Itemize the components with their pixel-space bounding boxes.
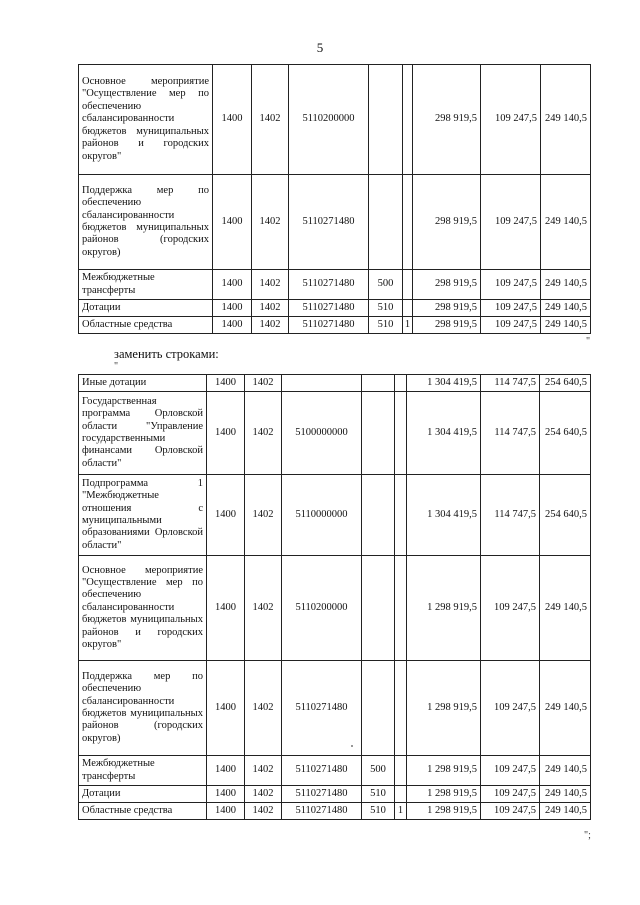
amount-year-3: 249 140,5 (541, 175, 591, 270)
amount-year-3: 249 140,5 (541, 65, 591, 175)
amount-year-2: 109 247,5 (481, 317, 541, 334)
section-code: 1400 (213, 175, 252, 270)
closing-quote-mark: " (586, 336, 591, 347)
table-row (79, 300, 591, 317)
target-article-code: 5110200000 (282, 556, 362, 661)
amount-year-1: 298 919,5 (413, 65, 481, 175)
expense-type-code: 510 (362, 786, 395, 803)
expense-type-code (362, 661, 395, 756)
table-row (79, 65, 591, 175)
section-code: 1400 (207, 392, 245, 475)
subsection-code: 1402 (245, 556, 282, 661)
subsection-code: 1402 (245, 756, 282, 786)
target-article-code: 5110271480 (289, 300, 369, 317)
row-name: Подпрограмма 1 "Межбюджетные отношения с муниципальными образованиями Орловской области" (79, 475, 207, 556)
amount-year-3: 249 140,5 (541, 270, 591, 300)
amount-year-2: 114 747,5 (481, 475, 540, 556)
target-article-code (282, 375, 362, 392)
expense-type-code (362, 556, 395, 661)
table-row (79, 803, 591, 820)
section-code: 1400 (213, 317, 252, 334)
row-name: Государственная программа Орловской области "Управление государственными финансами Орловской области" (79, 392, 207, 475)
amount-year-1: 298 919,5 (413, 175, 481, 270)
target-article-code: 5110271480 (282, 786, 362, 803)
row-name: Основное мероприятие "Осуществление мер по обеспечению сбалансированности бюджетов муниципальных районов и городских округов" (79, 65, 213, 175)
amount-year-1: 1 304 419,5 (407, 375, 481, 392)
amount-year-1: 298 919,5 (413, 317, 481, 334)
amount-year-3: 254 640,5 (540, 375, 591, 392)
expense-type-code (362, 475, 395, 556)
table-row (79, 175, 591, 270)
amount-year-1: 1 298 919,5 (407, 786, 481, 803)
subsection-code: 1402 (245, 661, 282, 756)
row-name: Межбюджетные трансферты (79, 756, 207, 786)
amount-year-2: 109 247,5 (481, 270, 541, 300)
expense-type-code: 510 (369, 300, 403, 317)
target-article-code: 5110200000 (289, 65, 369, 175)
row-name: Областные средства (79, 317, 213, 334)
row-name: Поддержка мер по обеспечению сбалансированности бюджетов муниципальных районов (городских округов) (79, 661, 207, 756)
funding-source-code (395, 756, 407, 786)
table-row (79, 756, 591, 786)
funding-source-code (395, 556, 407, 661)
target-article-code: 5110271480 (282, 756, 362, 786)
funding-source-code (403, 65, 413, 175)
amount-year-3: 249 140,5 (541, 317, 591, 334)
amount-year-3: 254 640,5 (540, 475, 591, 556)
expense-type-code (362, 392, 395, 475)
amount-year-1: 1 298 919,5 (407, 756, 481, 786)
section-code: 1400 (207, 556, 245, 661)
row-name: Основное мероприятие "Осуществление мер по обеспечению сбалансированности бюджетов муниципальных районов и городских округов" (79, 556, 207, 661)
amount-year-3: 249 140,5 (540, 756, 591, 786)
table-row (79, 786, 591, 803)
funding-source-code (403, 270, 413, 300)
subsection-code: 1402 (252, 270, 289, 300)
expense-type-code: 510 (369, 317, 403, 334)
opening-quote-mark: " (114, 361, 119, 372)
amount-year-1: 1 304 419,5 (407, 475, 481, 556)
amount-year-1: 1 298 919,5 (407, 556, 481, 661)
table-row (79, 556, 591, 661)
amount-year-2: 109 247,5 (481, 65, 541, 175)
section-code: 1400 (213, 270, 252, 300)
expense-type-code: 510 (362, 803, 395, 820)
table-row (79, 270, 591, 300)
amount-year-1: 298 919,5 (413, 300, 481, 317)
amount-year-1: 298 919,5 (413, 270, 481, 300)
subsection-code: 1402 (245, 475, 282, 556)
funding-source-code (403, 175, 413, 270)
amount-year-2: 109 247,5 (481, 756, 540, 786)
amount-year-3: 249 140,5 (540, 556, 591, 661)
funding-source-code: 1 (395, 803, 407, 820)
subsection-code: 1402 (252, 65, 289, 175)
amount-year-2: 109 247,5 (481, 786, 540, 803)
target-article-code: 5110271480 (282, 661, 362, 756)
subsection-code: 1402 (245, 392, 282, 475)
subsection-code: 1402 (245, 786, 282, 803)
expense-type-code: 500 (369, 270, 403, 300)
budget-table-replacement (78, 374, 591, 820)
target-article-code: 5110271480 (289, 270, 369, 300)
section-code: 1400 (213, 65, 252, 175)
subsection-code: 1402 (245, 803, 282, 820)
amount-year-3: 249 140,5 (541, 300, 591, 317)
expense-type-code (369, 175, 403, 270)
amount-year-1: 1 304 419,5 (407, 392, 481, 475)
scan-speck (351, 745, 353, 747)
amount-year-3: 249 140,5 (540, 786, 591, 803)
subsection-code: 1402 (252, 317, 289, 334)
funding-source-code: 1 (403, 317, 413, 334)
funding-source-code (395, 661, 407, 756)
funding-source-code (395, 375, 407, 392)
amount-year-2: 109 247,5 (481, 175, 541, 270)
target-article-code: 5100000000 (282, 392, 362, 475)
row-name: Иные дотации (79, 375, 207, 392)
section-code: 1400 (207, 661, 245, 756)
amount-year-3: 249 140,5 (540, 803, 591, 820)
section-code: 1400 (207, 786, 245, 803)
table-row (79, 392, 591, 475)
target-article-code: 5110271480 (282, 803, 362, 820)
row-name: Дотации (79, 300, 213, 317)
amount-year-1: 1 298 919,5 (407, 661, 481, 756)
amount-year-2: 114 747,5 (481, 392, 540, 475)
subsection-code: 1402 (252, 175, 289, 270)
table-row (79, 475, 591, 556)
section-code: 1400 (207, 375, 245, 392)
section-code: 1400 (207, 475, 245, 556)
amount-year-3: 249 140,5 (540, 661, 591, 756)
table-row (79, 375, 591, 392)
subsection-code: 1402 (245, 375, 282, 392)
section-code: 1400 (207, 756, 245, 786)
row-name: Областные средства (79, 803, 207, 820)
closing-quote-semicolon: "; (584, 830, 591, 841)
table-row (79, 661, 591, 756)
amount-year-2: 109 247,5 (481, 803, 540, 820)
expense-type-code (369, 65, 403, 175)
section-code: 1400 (207, 803, 245, 820)
target-article-code: 5110271480 (289, 175, 369, 270)
replace-instruction: заменить строками: (114, 347, 219, 361)
amount-year-2: 109 247,5 (481, 661, 540, 756)
target-article-code: 5110000000 (282, 475, 362, 556)
funding-source-code (395, 786, 407, 803)
amount-year-2: 109 247,5 (481, 300, 541, 317)
expense-type-code (362, 375, 395, 392)
funding-source-code (395, 475, 407, 556)
expense-type-code: 500 (362, 756, 395, 786)
page-number: 5 (316, 40, 324, 55)
row-name: Дотации (79, 786, 207, 803)
amount-year-3: 254 640,5 (540, 392, 591, 475)
target-article-code: 5110271480 (289, 317, 369, 334)
amount-year-1: 1 298 919,5 (407, 803, 481, 820)
row-name: Поддержка мер по обеспечению сбалансированности бюджетов муниципальных районов (городских округов) (79, 175, 213, 270)
table-row (79, 317, 591, 334)
row-name: Межбюджетные трансферты (79, 270, 213, 300)
amount-year-2: 109 247,5 (481, 556, 540, 661)
funding-source-code (395, 392, 407, 475)
subsection-code: 1402 (252, 300, 289, 317)
amount-year-2: 114 747,5 (481, 375, 540, 392)
section-code: 1400 (213, 300, 252, 317)
budget-table-original (78, 64, 591, 334)
funding-source-code (403, 300, 413, 317)
